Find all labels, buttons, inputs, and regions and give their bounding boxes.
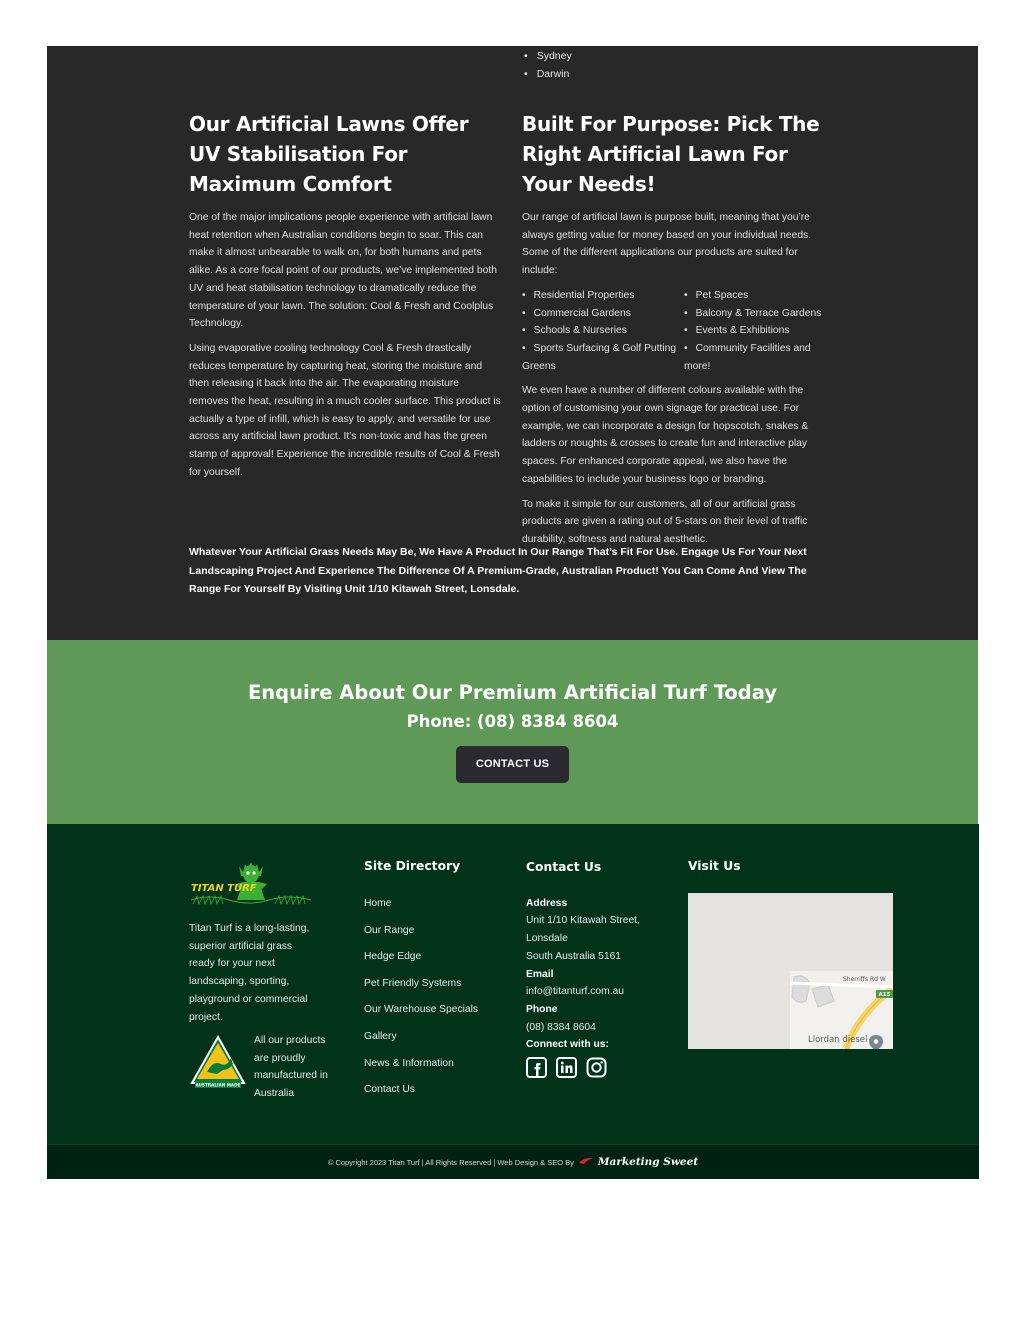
copyright-bar xyxy=(47,1144,979,1179)
enquire-heading: Enquire About Our Premium Artificial Turf Today xyxy=(247,681,778,704)
location-item: • Sydney xyxy=(522,48,572,66)
footer-link-warehouse-specials[interactable]: Our Warehouse Specials xyxy=(364,1004,479,1016)
marketing-sweet-link[interactable]: Marketing Sweet xyxy=(597,1156,699,1168)
application-item: • Pet Spaces xyxy=(684,287,834,305)
footer-link-home[interactable]: Home xyxy=(364,898,392,909)
application-item: • Commercial Gardens xyxy=(522,305,684,323)
location-map[interactable] xyxy=(688,893,893,1049)
australian-made-badge xyxy=(189,1034,247,1089)
page xyxy=(47,46,978,1168)
footer-link-pet-friendly[interactable]: Pet Friendly Systems xyxy=(364,977,462,989)
visit-us xyxy=(688,859,741,891)
uv-stabilisation-column xyxy=(189,109,501,489)
purpose-heading: Built For Purpose: Pick The Right Artificial Lawn For Your Needs! xyxy=(522,112,820,196)
enquire-banner xyxy=(47,640,978,824)
closing-statement: Whatever Your Artificial Grass Needs May Be, We Have A Product In Our Range That’s Fit For Use. Engage Us For Your Next Landscaping Project And Experience The Difference Of A Premium-Grade, Australian Product! You Can Come And View The Range For Yourself By Visiting Unit 1/10 Kitawah Street, Lonsdale. xyxy=(189,546,807,596)
visit-heading: Visit Us xyxy=(688,859,741,873)
social-links xyxy=(526,1057,666,1078)
built-for-purpose-column xyxy=(522,109,834,556)
footer-link-news[interactable]: News & Information xyxy=(364,1057,454,1069)
address-line: Unit 1/10 Kitawah Street, Lonsdale xyxy=(526,915,640,945)
content-section xyxy=(47,46,978,640)
svg-text:A15: A15 xyxy=(878,992,891,998)
location-list xyxy=(522,48,572,83)
logo-mascot-icon xyxy=(235,862,267,900)
instagram-icon[interactable] xyxy=(586,1057,607,1078)
site-footer xyxy=(47,824,979,1168)
footer-link-contact[interactable]: Contact Us xyxy=(364,1084,415,1096)
svg-text:Llordan diesel: Llordan diesel xyxy=(808,1035,868,1045)
marketing-sweet-logo-icon[interactable] xyxy=(578,1157,594,1167)
cooling-paragraph: Using evaporative cooling technology Cool & Fresh drastically reduces temperature by capturing heat, storing the moisture and then releasing it back into the air. The evaporating moisture removes the heat, resulting in a much cooler surface. This product is actually a type of infill, which is easy to apply, and versatile for use across any artificial lawn product. It’s non-toxic and has the green stamp of approval! Experience the incredible results of Cool & Fresh for yourself. xyxy=(189,342,501,478)
location-item: • Darwin xyxy=(522,66,572,84)
application-item: • Schools & Nurseries xyxy=(522,322,684,340)
svg-text:TITAN TURF: TITAN TURF xyxy=(191,883,257,894)
site-directory-heading: Site Directory xyxy=(364,859,461,873)
rating-paragraph: To make it simple for our customers, all of our artificial grass products are given a rating out of 5-stars on their level of traffic durability, softness and natural aesthetic. xyxy=(522,498,808,545)
enquire-phone[interactable]: Phone: (08) 8384 8604 xyxy=(406,712,619,731)
footer-link-gallery[interactable]: Gallery xyxy=(364,1030,397,1042)
copyright-text: © Copyright 2023 Titan Turf | All Rights Reserved | Web Design & SEO By xyxy=(327,1157,574,1167)
footer-link-our-range[interactable]: Our Range xyxy=(364,924,415,936)
address-line: South Australia 5161 xyxy=(526,950,622,962)
email-label: Email xyxy=(526,968,554,980)
email-link[interactable]: info@titanturf.com.au xyxy=(526,986,625,998)
made-in-australia-text: All our products are proudly manufactured in Australia xyxy=(254,1035,328,1100)
titan-turf-logo[interactable] xyxy=(189,860,313,906)
facebook-icon[interactable] xyxy=(526,1057,547,1078)
contact-us-button[interactable]: CONTACT US xyxy=(456,746,569,783)
uv-paragraph: One of the major implications people experience with artificial lawn heat retention when Australian conditions begin to soar. This can make it almost unbearable to walk on, for both humans and pets alike. As a core focal point of our products, we’ve implemented both UV and heat stabilisation technology to dramatically reduce the temperature of your lawn. The solution: Cool & Fresh and Coolplus Technology. xyxy=(189,212,497,330)
site-directory xyxy=(364,859,478,1104)
applications-list xyxy=(522,287,834,376)
application-item: • Residential Properties xyxy=(522,287,684,305)
application-item: • Events & Exhibitions xyxy=(684,322,834,340)
about-text: Titan Turf is a long-lasting, superior artificial grass ready for your next landscaping, sporting, playground or commercial project. xyxy=(189,923,310,1023)
connect-label: Connect with us: xyxy=(526,1039,609,1051)
application-item: • Sports Surfacing & Golf Putting Greens xyxy=(522,340,684,375)
colours-paragraph: We even have a number of different colours available with the option of customising your own signage for practical use. For example, we can incorporate a design for hopscotch, snakes & ladders or noughts & crosses to create fun and interactive play spaces. For enhanced corporate appeal, we also have the capabilities to include your business logo or branding. xyxy=(522,385,809,485)
purpose-intro: Our range of artificial lawn is purpose built, meaning that you’re always getting value for money based on your individual needs. Some of the different applications our products are suited for include: xyxy=(522,212,812,277)
svg-text:AUSTRALIAN MADE: AUSTRALIAN MADE xyxy=(195,1082,241,1088)
application-item: • Community Facilities and more! xyxy=(684,340,834,375)
footer-link-hedge-edge[interactable]: Hedge Edge xyxy=(364,951,422,963)
address-label: Address xyxy=(526,897,568,909)
uv-heading: Our Artificial Lawns Offer UV Stabilisation For Maximum Comfort xyxy=(189,112,469,196)
svg-text:Sherriffs Rd W: Sherriffs Rd W xyxy=(843,976,886,983)
contact-details xyxy=(526,859,666,1078)
application-item: • Balcony & Terrace Gardens xyxy=(684,305,834,323)
contact-heading: Contact Us xyxy=(526,860,602,874)
phone-label: Phone xyxy=(526,1003,558,1015)
linkedin-icon[interactable] xyxy=(556,1057,577,1078)
phone-link[interactable]: (08) 8384 8604 xyxy=(526,1021,596,1033)
